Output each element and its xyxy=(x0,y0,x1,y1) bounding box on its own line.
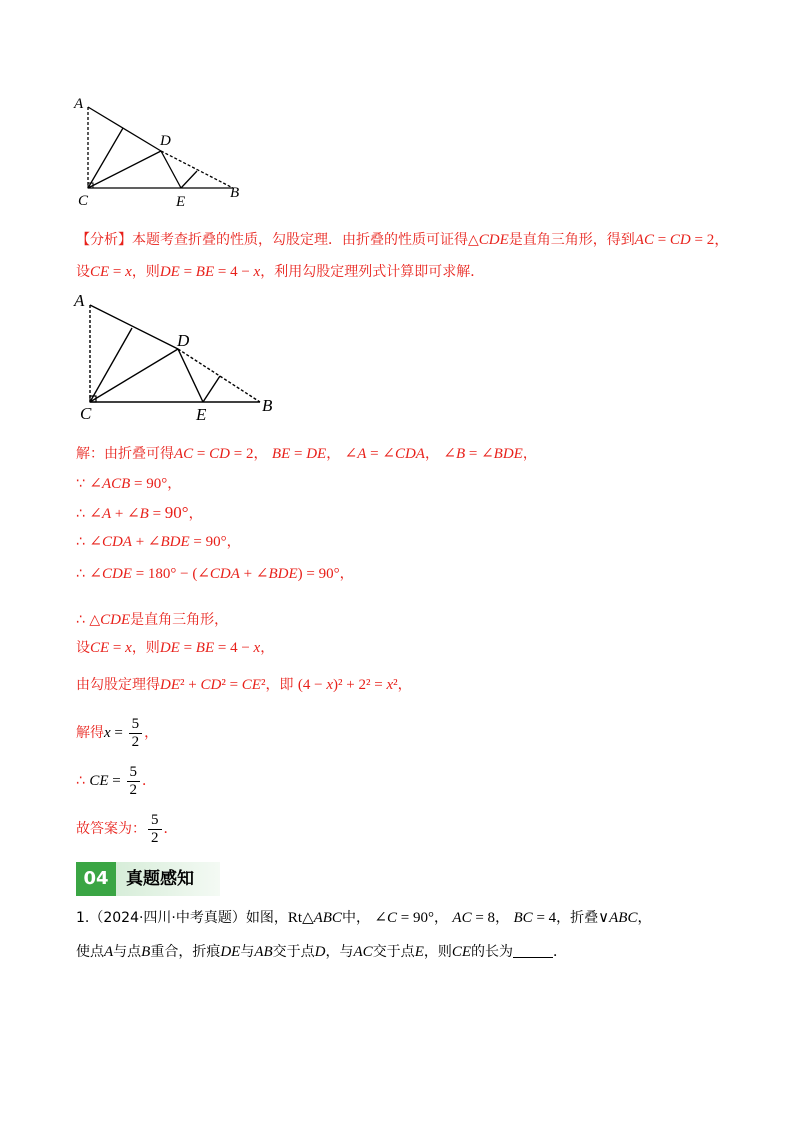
fig1-label-d: D xyxy=(160,133,171,149)
fig1-label-c: C xyxy=(78,193,89,209)
fig2-label-e: E xyxy=(196,405,207,424)
solution-line-11: 故答案为： $\frac{5}{2}$ ． xyxy=(76,811,178,846)
section-title: 真题感知 xyxy=(116,862,220,896)
figure-2 xyxy=(70,288,285,428)
section-number: 04 xyxy=(76,862,116,896)
problem-line-2: 使点A与点B重合，折痕DE与AB交于点D，与AC交于点E，则CE的长为 ． xyxy=(76,944,568,960)
answer-blank[interactable] xyxy=(513,957,553,958)
fig1-label-e: E xyxy=(176,194,186,210)
solution-line-8: 由勾股定理得DE² + CD² = CE²，即 (4 − x)² + 2² = x²， xyxy=(76,677,412,693)
fraction-five-halves: $\frac{5}{2}$ xyxy=(148,812,162,847)
fig2-label-c: C xyxy=(80,404,92,423)
fraction-five-halves: $\frac{5}{2}$ xyxy=(129,716,143,751)
fig2-label-d: D xyxy=(177,331,190,350)
fig1-label-a: A xyxy=(74,96,84,112)
fig2-label-a: A xyxy=(74,291,85,310)
fig2-label-b: B xyxy=(262,396,273,415)
analysis-line-1: 【分析】本题考查折叠的性质，勾股定理．由折叠的性质可证得△CDE是直角三角形，得到AC = CD = 2， xyxy=(76,232,730,248)
solution-line-4: ∴ ∠CDA + ∠BDE = 90°， xyxy=(76,534,241,550)
solution-line-2: ∵ ∠ACB = 90°， xyxy=(76,476,182,492)
fig1-label-b: B xyxy=(230,185,240,201)
figure-1 xyxy=(70,95,260,210)
section-banner xyxy=(76,862,220,896)
solution-line-9: 解得x = $\frac{5}{2}$ ， xyxy=(76,715,159,750)
fraction-five-halves: $\frac{5}{2}$ xyxy=(127,764,141,799)
solution-line-7: 设CE = x，则DE = BE = 4 − x， xyxy=(76,640,275,656)
solution-line-3: ∴ ∠A + ∠B = 90°， xyxy=(76,503,203,522)
problem-line-1: 1.（2024·四川·中考真题）如图，Rt△ABC中， ∠C = 90°， AC = 8， BC = 4，折叠∨ABC， xyxy=(76,910,652,926)
analysis-line-2: 设CE = x，则DE = BE = 4 − x，利用勾股定理列式计算即可求解． xyxy=(76,264,485,280)
solution-line-1: 解：由折叠可得AC = CD = 2， BE = DE， ∠A = ∠CDA， ∠B = ∠BDE， xyxy=(76,446,537,462)
solution-line-10: ∴ CE = $\frac{5}{2}$ ． xyxy=(76,763,156,798)
solution-line-5: ∴ ∠CDE = 180° − (∠CDA + ∠BDE) = 90°， xyxy=(76,566,354,582)
solution-line-6: ∴ △CDE是直角三角形， xyxy=(76,612,229,628)
